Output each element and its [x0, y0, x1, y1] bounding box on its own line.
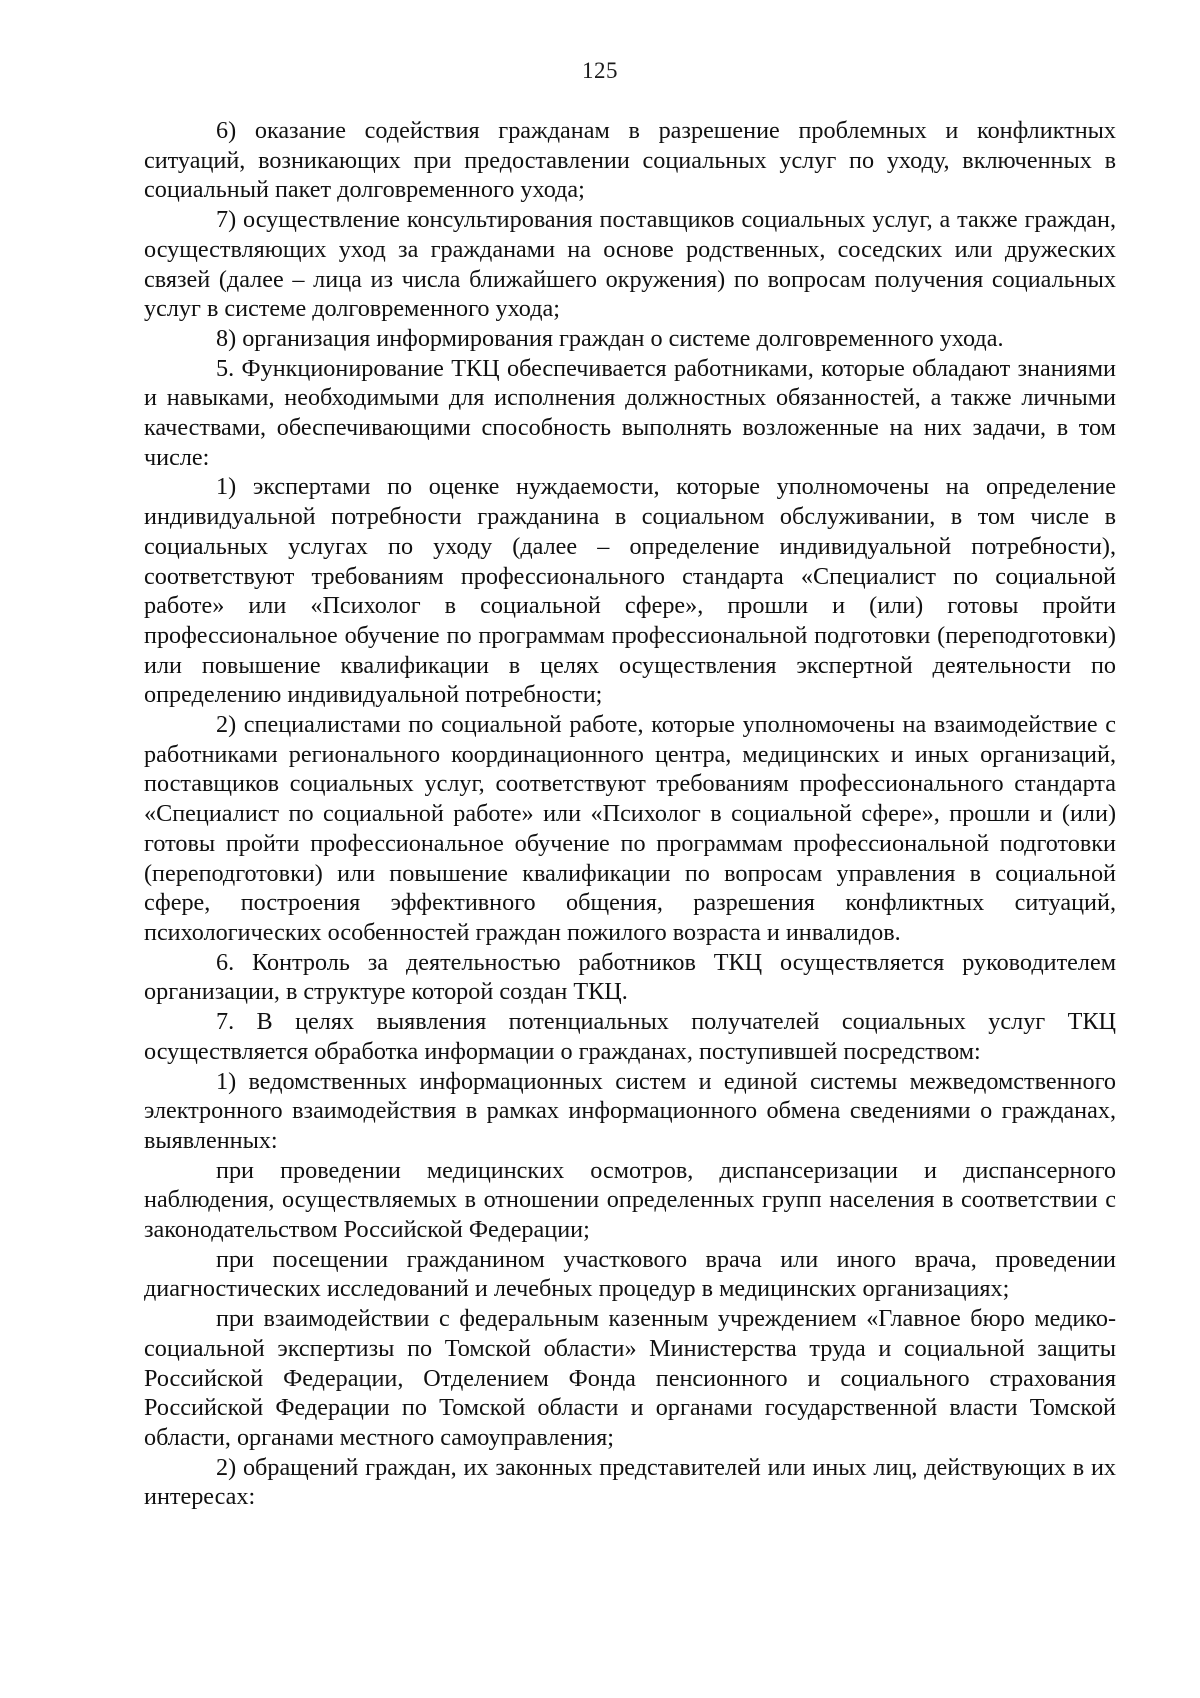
- page-number: 125: [582, 58, 618, 83]
- document-body: [144, 116, 1116, 1512]
- paragraph-subitem-doctor-visits: при посещении гражданином участкового врача или иного врача, проведении диагностических исследований и лечебных процедур в медицинских организациях;: [144, 1245, 1116, 1303]
- paragraph-item-8-informing: 8) организация информирования граждан о системе долговременного ухода.: [216, 324, 1004, 352]
- paragraph-item-1-experts: 1) экспертами по оценке нуждаемости, которые уполномочены на определение индивидуальной потребности гражданина в социальном обслуживании, в том числе в социальных услугах по уходу (далее – определение индивидуальной потребности), соответствуют требованиям профессионального стандарта «Специалист по социальной работе» или «Психолог в социальной сфере», прошли и (или) готовы пройти профессиональное обучение по программам профессиональной подготовки (переподготовки) или повышение квалификации в целях осуществления экспертной деятельности по определению индивидуальной потребности;: [144, 473, 1116, 709]
- paragraph-section-5-staffing: 5. Функционирование ТКЦ обеспечивается работниками, которые обладают знаниями и навыками, необходимыми для исполнения должностных обязанностей, а также личными качествами, обеспечивающими способность выполнять возложенные на них задачи, в том числе:: [144, 354, 1116, 471]
- paragraph-subitem-interaction: при взаимодействии с федеральным казенным учреждением «Главное бюро медико-социальной экспертизы по Томской области» Министерства труда и социальной защиты Российской Федерации, Отделением Фонда пенсионного и социального страхования Российской Федерации по Томской области и органами государственной власти Томской области, органами местного самоуправления;: [144, 1305, 1116, 1451]
- paragraph-item-2-appeals: 2) обращений граждан, их законных представителей или иных лиц, действующих в их интересах:: [144, 1453, 1116, 1511]
- paragraph-section-6-control: 6. Контроль за деятельностью работников ТКЦ осуществляется руководителем организации, в структуре которой создан ТКЦ.: [144, 948, 1116, 1006]
- paragraph-item-2-specialists: 2) специалистами по социальной работе, которые уполномочены на взаимодействие с работниками регионального координационного центра, медицинских и иных организаций, поставщиков социальных услуг, соответствуют требованиям профессионального стандарта «Специалист по социальной работе» или «Психолог в социальной сфере», прошли и (или) готовы пройти профессиональное обучение по программам профессиональной подготовки (переподготовки) или повышение квалификации по вопросам управления в социальной сфере, построения эффективного общения, разрешения конфликтных ситуаций, психологических особенностей граждан пожилого возраста и инвалидов.: [144, 711, 1116, 946]
- paragraph-subitem-medical-exams: при проведении медицинских осмотров, диспансеризации и диспансерного наблюдения, осуществляемых в отношении определенных групп населения в соответствии с законодательством Российской Федерации;: [144, 1156, 1116, 1244]
- paragraph-section-7-identification: 7. В целях выявления потенциальных получателей социальных услуг ТКЦ осуществляется обработка информации о гражданах, поступившей посредством:: [144, 1008, 1116, 1065]
- paragraph-item-6-mediation: 6) оказание содействия гражданам в разрешение проблемных и конфликтных ситуаций, возникающих при предоставлении социальных услуг по уходу, включенных в социальный пакет долговременного ухода;: [144, 117, 1116, 204]
- paragraph-item-7-consulting: 7) осуществление консультирования поставщиков социальных услуг, а также граждан, осуществляющих уход за гражданами на основе родственных, соседских или дружеских связей (далее – лица из числа ближайшего окружения) по вопросам получения социальных услуг в системе долговременного ухода;: [144, 206, 1116, 323]
- paragraph-item-1-information-systems: 1) ведомственных информационных систем и единой системы межведомственного электронного взаимодействия в рамках информационного обмена сведениями о гражданах, выявленных:: [144, 1067, 1116, 1154]
